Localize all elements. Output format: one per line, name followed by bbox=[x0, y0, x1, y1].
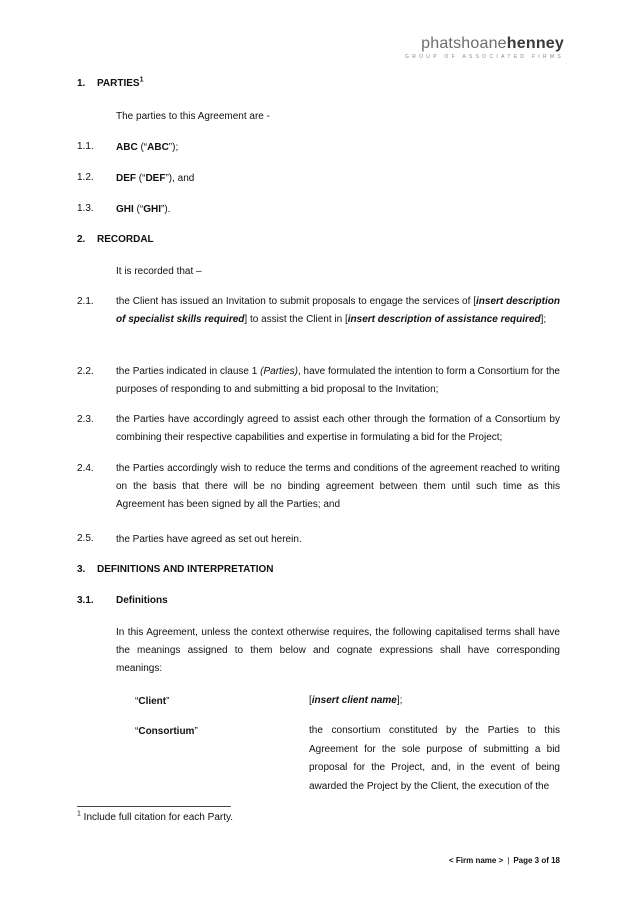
party-short: GHI bbox=[143, 204, 162, 215]
footnote-text: Include full citation for each Party. bbox=[80, 812, 234, 823]
recital-2-2 bbox=[116, 363, 560, 399]
page-footer bbox=[449, 856, 560, 865]
section-1-title-text: PARTIES bbox=[97, 78, 140, 89]
bracket: ]; bbox=[396, 695, 403, 706]
quote-open: (“ bbox=[137, 142, 148, 153]
section-2-intro: It is recorded that – bbox=[116, 266, 202, 277]
party-name: GHI bbox=[116, 204, 134, 215]
footer-separator: | bbox=[507, 856, 510, 865]
party-name: DEF bbox=[116, 173, 136, 184]
section-2-title: RECORDAL bbox=[97, 234, 154, 245]
footnote bbox=[77, 812, 233, 823]
quote-close: ”), and bbox=[165, 173, 195, 184]
item-2-3-number: 2.3. bbox=[77, 414, 94, 425]
defined-term: Consortium bbox=[138, 726, 195, 737]
item-1-1-number: 1.1. bbox=[77, 141, 94, 152]
logo-tagline: GROUP OF ASSOCIATED FIRMS bbox=[405, 54, 564, 60]
quote-close: ” bbox=[194, 726, 198, 737]
logo-bold: henney bbox=[506, 35, 564, 52]
definition-client-term bbox=[135, 696, 169, 707]
party-name: ABC bbox=[116, 142, 138, 153]
footnote-separator bbox=[77, 806, 231, 807]
firm-logo bbox=[405, 36, 564, 60]
party-abc bbox=[116, 141, 560, 155]
definition-consortium-value: the consortium constituted by the Parties to this Agreement for the sole purpose of submitting a bid proposal for the Project, and, in the event of being awarded the Project by the Client, the execution of the bbox=[309, 725, 560, 792]
definition-client-value bbox=[309, 692, 560, 711]
logo-light: phatshoane bbox=[421, 35, 507, 52]
section-1-intro: The parties to this Agreement are - bbox=[116, 111, 270, 122]
text: the Client has issued an Invitation to submit proposals to engage the services of [ bbox=[116, 296, 477, 307]
text: the Parties indicated in clause 1 bbox=[116, 366, 261, 377]
party-short: DEF bbox=[145, 173, 166, 184]
item-2-5-number: 2.5. bbox=[77, 533, 94, 544]
definition-consortium-term bbox=[135, 726, 198, 737]
quote-open: “ bbox=[135, 726, 139, 737]
definitions-intro: In this Agreement, unless the context otherwise requires, the following capitalised terms shall have the meanings assigned to them below and cognate expressions shall have corresponding meanings: bbox=[116, 627, 560, 674]
footnote-ref: 1 bbox=[139, 76, 144, 84]
party-def bbox=[116, 172, 560, 186]
section-3-title: DEFINITIONS AND INTERPRETATION bbox=[97, 564, 274, 575]
section-3-1-number: 3.1. bbox=[77, 595, 94, 606]
placeholder-text: insert client name bbox=[311, 695, 397, 706]
item-1-3-number: 1.3. bbox=[77, 203, 94, 214]
quote-close: ” bbox=[166, 696, 170, 707]
footer-page-number: Page 3 of 18 bbox=[513, 856, 560, 865]
defined-term: Client bbox=[138, 696, 167, 707]
quote-open: “ bbox=[135, 696, 139, 707]
quote-close: ”). bbox=[161, 204, 171, 215]
section-1-title bbox=[97, 78, 144, 89]
item-2-4-number: 2.4. bbox=[77, 463, 94, 474]
text: ]; bbox=[540, 314, 547, 325]
recital-2-3: the Parties have accordingly agreed to assist each other through the formation of a Consortium by combining their respective capabilities and expertise in formulating a bid for the Project; bbox=[116, 414, 560, 443]
recital-2-1 bbox=[116, 293, 560, 329]
text: , have formulated the intention to form a Consortium for the purposes of responding to and submitting a bid proposal to the Invitation; bbox=[116, 366, 560, 395]
item-1-2-number: 1.2. bbox=[77, 172, 94, 183]
quote-open: (“ bbox=[136, 173, 146, 184]
item-2-1-number: 2.1. bbox=[77, 296, 94, 307]
placeholder-text: insert description of specialist skills required bbox=[116, 296, 560, 325]
item-2-2-number: 2.2. bbox=[77, 366, 94, 377]
section-2-number: 2. bbox=[77, 234, 86, 245]
party-short: ABC bbox=[147, 142, 169, 153]
party-ghi bbox=[116, 203, 560, 217]
footnote-number: 1 bbox=[77, 810, 81, 818]
quote-open: (“ bbox=[133, 204, 144, 215]
footer-firm: < Firm name > bbox=[448, 856, 504, 865]
logo-wordmark bbox=[405, 36, 564, 52]
bracket: [ bbox=[309, 695, 312, 706]
section-3-number: 3. bbox=[77, 564, 86, 575]
text: ] to assist the Client in [ bbox=[244, 314, 348, 325]
recital-2-4: the Parties accordingly wish to reduce the terms and conditions of the agreement reached to writing on the basis that there will be no binding agreement between them until such time as this Agreement has been signed by all the Parties; and bbox=[116, 463, 560, 510]
recital-2-5: the Parties have agreed as set out herein. bbox=[116, 534, 302, 545]
italic-text: (Parties) bbox=[260, 366, 298, 377]
section-1-number: 1. bbox=[77, 78, 86, 89]
quote-close: ”); bbox=[168, 142, 179, 153]
section-3-1-title: Definitions bbox=[116, 595, 168, 606]
placeholder-text: insert description of assistance required bbox=[347, 314, 541, 325]
